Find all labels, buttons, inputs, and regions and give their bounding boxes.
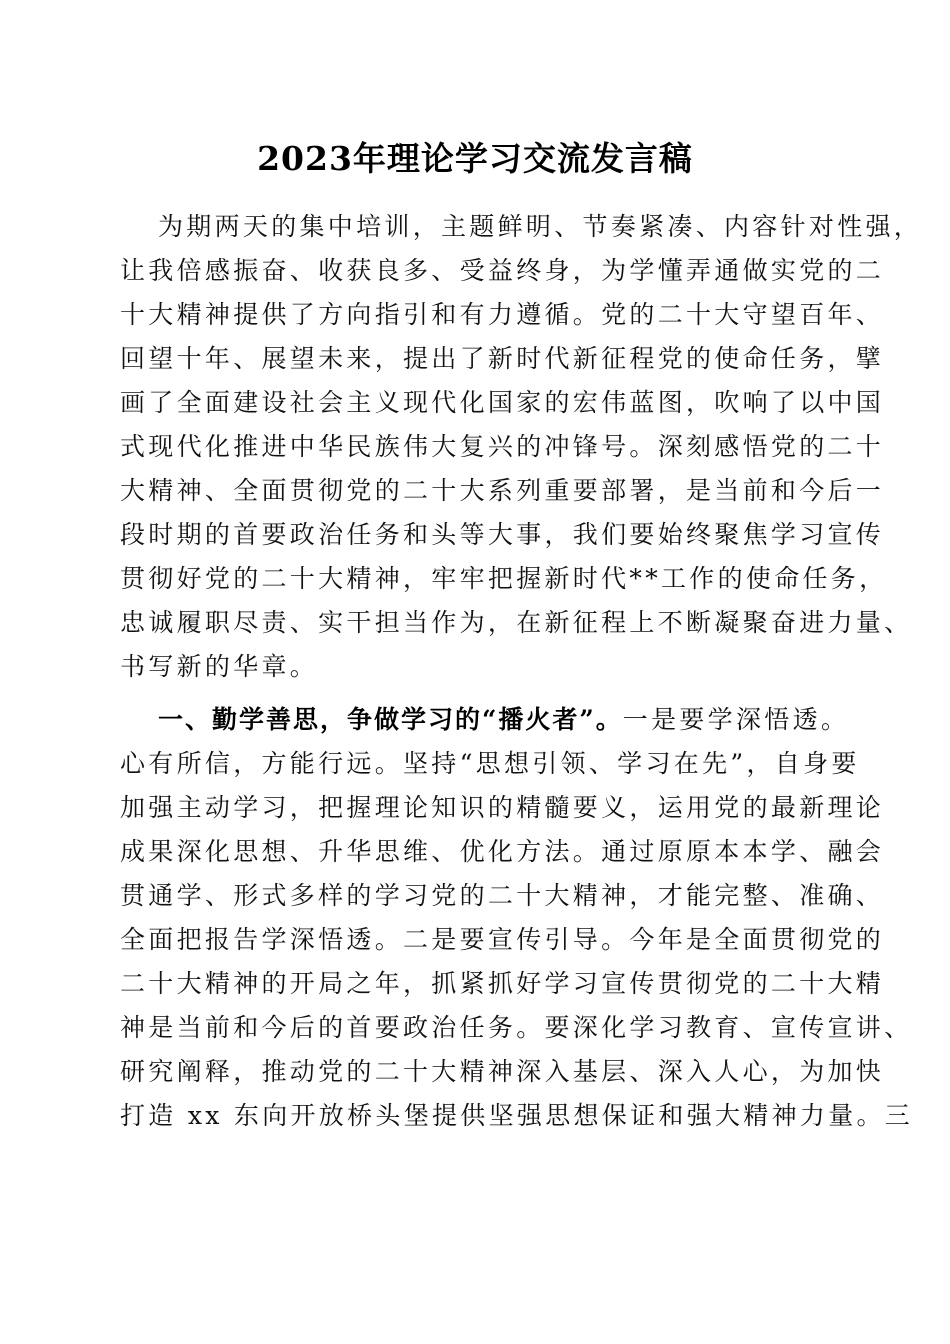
section-heading-line (158, 698, 850, 742)
text-line: 为期两天的集中培训，主题鲜明、节奏紧凑、内容针对性强， (158, 212, 923, 241)
text-line: 全面把报告学深悟透。二是要宣传引导。今年是全面贯彻党的 (120, 925, 885, 954)
text-line: 回望十年、展望未来，提出了新时代新征程党的使命任务，擘 (120, 344, 885, 373)
text-line: 贯彻好党的二十大精神，牢牢把握新时代**工作的使命任务， (120, 564, 888, 593)
text-line: 段时期的首要政治任务和头等大事，我们要始终聚焦学习宣传 (120, 520, 885, 549)
section-heading: 一、勤学善思，争做学习的“播火者”。 (158, 705, 623, 734)
document-title: 2023年理论学习交流发言稿 (257, 139, 693, 178)
text-line: 研究阐释，推动党的二十大精神深入基层、深入人心，为加快 (120, 1057, 885, 1086)
text-line: 十大精神提供了方向指引和有力遵循。党的二十大守望百年、 (120, 300, 885, 329)
text-line: 成果深化思想、升华思维、优化方法。通过原原本本学、融会 (120, 837, 885, 866)
text-line: 大精神、全面贯彻党的二十大系列重要部署，是当前和今后一 (120, 476, 885, 505)
text-line: 书写新的华章。 (120, 652, 319, 681)
text-line: 打造 xx 东向开放桥头堡提供坚强思想保证和强大精神力量。三 (120, 1101, 914, 1130)
text-line: 式现代化推进中华民族伟大复兴的冲锋号。深刻感悟党的二十 (120, 432, 885, 461)
text-line: 神是当前和今后的首要政治任务。要深化学习教育、宣传宣讲、 (120, 1013, 913, 1042)
text-line: 让我倍感振奋、收获良多、受益终身，为学懂弄通做实党的二 (120, 256, 885, 285)
text-run: 一是要学深悟透。 (622, 705, 850, 734)
text-line: 加强主动学习，把握理论知识的精髓要义，运用党的最新理论 (120, 793, 885, 822)
text-line: 心有所信，方能行远。坚持“思想引领、学习在先”，自身要 (120, 749, 860, 778)
text-line: 忠诚履职尽责、实干担当作为，在新征程上不断凝聚奋进力量、 (120, 608, 913, 637)
text-line: 画了全面建设社会主义现代化国家的宏伟蓝图，吹响了以中国 (120, 388, 885, 417)
text-line: 二十大精神的开局之年，抓紧抓好学习宣传贯彻党的二十大精 (120, 969, 885, 998)
text-line: 贯通学、形式多样的学习党的二十大精神，才能完整、准确、 (120, 881, 885, 910)
